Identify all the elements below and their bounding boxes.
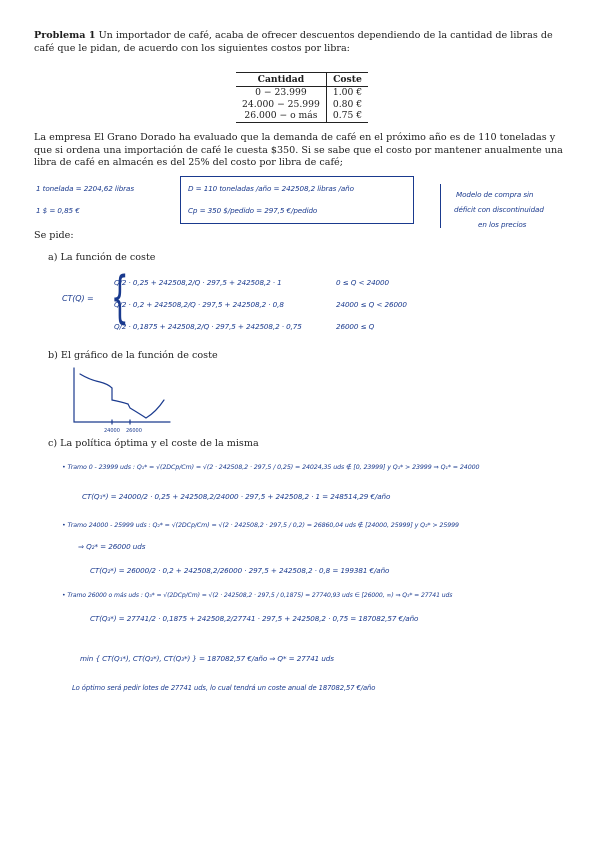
ct-row-1: Q/2 · 0,25 + 242508,2/Q · 297,5 + 242508,2 · 1 <box>114 278 282 287</box>
hand-model-line1: Modelo de compra sin <box>456 190 534 199</box>
table-cell: 0.80 € <box>326 99 368 111</box>
ct-row-2: Q/2 · 0,2 + 242508,2/Q · 297,5 + 242508,2 · 0,8 <box>114 300 284 309</box>
table-cell: 1.00 € <box>326 87 368 99</box>
table-cell: 0 − 23.999 <box>255 87 307 98</box>
hand-tonelada: 1 tonelada = 2204,62 libras <box>36 184 134 193</box>
table-row <box>236 87 368 99</box>
table-row <box>236 110 368 122</box>
tramo-1-cost: CT(Q₁*) = 24000/2 · 0,25 + 242508,2/24000 · 297,5 + 242508,2 · 1 = 248514,29 €/año <box>82 492 391 501</box>
problem-label: Problema 1 <box>34 30 96 41</box>
item-b: b) El gráfico de la función de coste <box>48 350 218 361</box>
min-cost: min { CT(Q₁*), CT(Q₂*), CT(Q₃*) } = 187082,57 €/año ⇒ Q* = 27741 uds <box>80 654 334 663</box>
curve-segment-1 <box>80 374 112 388</box>
problem-text: Un importador de café, acaba de ofrecer descuentos dependiendo de la cantidad de libras de café que le pidan, de acuerdo con los siguientes costos por libra: <box>34 30 553 54</box>
ct-row-3: Q/2 · 0,1875 + 242508,2/Q · 297,5 + 242508,2 · 0,75 <box>114 322 302 331</box>
tramo-2-conclusion: ⇒ Q₂* = 26000 uds <box>78 542 146 551</box>
graph-tick-label: 24000 <box>104 428 120 434</box>
hand-order-cost: Cp = 350 $/pedido = 297,5 €/pedido <box>188 206 318 215</box>
ct-range-3: 26000 ≤ Q <box>336 322 375 331</box>
axes <box>74 368 170 422</box>
table-header-quantity: Cantidad <box>236 73 326 87</box>
curve-segment-3 <box>128 400 164 418</box>
model-divider <box>440 184 441 228</box>
tramo-3: • Tramo 26000 o más uds : Q₃* = √(2DCp/Cm) = √(2 · 242508,2 · 297,5 / 0,1875) = 27740,93 uds ∈ [26000, ∞) ⇒ Q₃* = 27741 uds <box>62 592 453 599</box>
hand-model-line3: en los precios <box>478 220 527 229</box>
final-conclusion: Lo óptimo será pedir lotes de 27741 uds, lo cual tendrá un coste anual de 187082,57 €/año <box>72 684 376 692</box>
tramo-2: • Tramo 24000 - 25999 uds : Q₂* = √(2DCp/Cm) = √(2 · 242508,2 · 297,5 / 0,2) = 26860,04 uds ∉ [24000, 25999] y Q₂* > 25999 <box>62 522 459 529</box>
item-c: c) La política óptima y el coste de la misma <box>48 438 259 449</box>
brace-icon: { <box>110 265 129 330</box>
table-header-cost: Coste <box>326 73 368 87</box>
table-cell: 26.000 − o más <box>236 110 326 122</box>
graph-tick-label: 26000 <box>126 428 142 434</box>
ct-range-2: 24000 ≤ Q < 26000 <box>336 300 407 309</box>
se-pide: Se pide: <box>34 230 74 241</box>
tramo-2-cost: CT(Q₂*) = 26000/2 · 0,2 + 242508,2/26000 · 297,5 + 242508,2 · 0,8 = 199381 €/año <box>90 566 390 575</box>
problem-paragraph: La empresa El Grano Dorado ha evaluado que la demanda de café en el próximo año es de 110 toneladas y que si ordena una importación de café le cuesta $350. Si se sabe que el costo por mantener anualmente una libra de café en almacén es del 25% del costo por libra de café; <box>34 132 563 169</box>
tramo-3-cost: CT(Q₃*) = 27741/2 · 0,1875 + 242508,2/27741 · 297,5 + 242508,2 · 0,75 = 187082,57 €/año <box>90 614 419 623</box>
ct-range-1: 0 ≤ Q < 24000 <box>336 278 389 287</box>
ct-label: CT(Q) = <box>62 294 94 303</box>
table-cell: 24.000 − 25.999 <box>242 98 320 110</box>
hand-model-line2: déficit con discontinuidad <box>454 205 544 214</box>
table-cell: 0.75 € <box>326 110 368 122</box>
tramo-1: • Tramo 0 - 23999 uds : Q₁* = √(2DCp/Cm) = √(2 · 242508,2 · 297,5 / 0,25) = 24024,35 uds ∉ [0, 23999] y Q₁* > 23999 ⇒ Q₁* = 24000 <box>62 464 480 471</box>
hand-demand: D = 110 toneladas /año = 242508,2 libras /año <box>188 184 354 193</box>
hand-dolar: 1 $ = 0,85 € <box>36 206 80 215</box>
curve-segment-2 <box>112 388 128 404</box>
problem-statement <box>34 30 566 55</box>
cost-graph <box>68 364 178 434</box>
table-row <box>236 99 368 111</box>
item-a: a) La función de coste <box>48 252 156 263</box>
cost-table <box>236 72 368 123</box>
